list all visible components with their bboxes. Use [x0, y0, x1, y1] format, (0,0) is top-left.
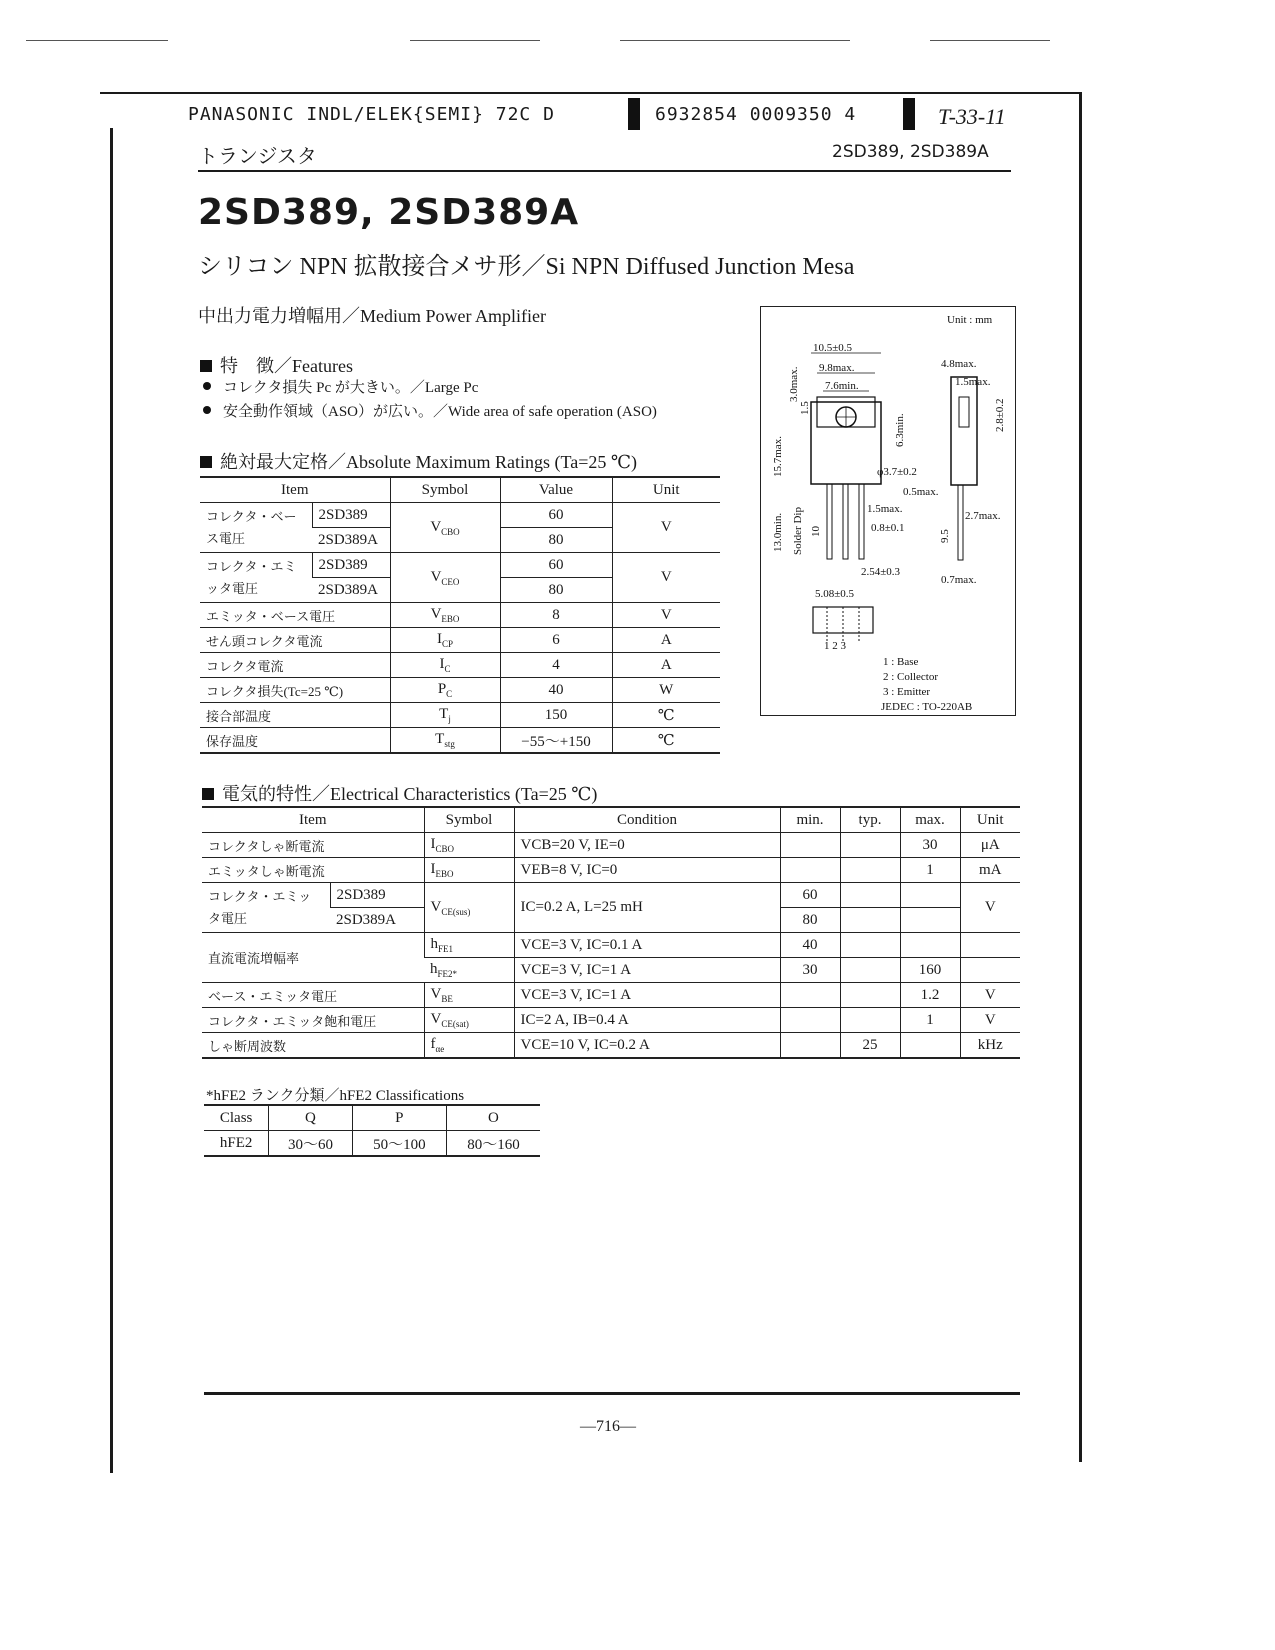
- col-symbol: Symbol: [424, 807, 514, 833]
- table-row: コレクタ電流 $I_C$ 4 A: [200, 653, 720, 678]
- svg-text:7.6min.: 7.6min.: [825, 380, 859, 392]
- col-value: Value: [500, 477, 612, 503]
- table-row: hFE2 30～60 50～100 80～160: [204, 1131, 540, 1157]
- package-outline-svg: [761, 307, 1015, 715]
- pin-numbers: 1 2 3: [824, 640, 846, 652]
- svg-text:2.7max.: 2.7max.: [965, 510, 1001, 522]
- col-symbol: Symbol: [390, 477, 500, 503]
- subtitle: [198, 246, 854, 281]
- subtitle-jp: シリコン NPN 拡散接合メサ形／: [198, 254, 546, 280]
- svg-text:1.5max.: 1.5max.: [867, 503, 903, 515]
- item-cell: コレクタ・ベース電圧: [200, 503, 312, 553]
- section-square-icon: [202, 788, 214, 800]
- feature-item: コレクタ損失 Pc が大きい。／Large Pc: [203, 376, 657, 400]
- scan-dash-top-4: [930, 40, 1050, 41]
- package-side-view: [951, 377, 977, 485]
- svg-text:5.08±0.5: 5.08±0.5: [815, 588, 855, 600]
- table-row: しゃ断周波数 $f_{\alpha e}$ VCE=10 V, IC=0.2 A 25 kHz: [202, 1033, 1020, 1059]
- section-square-icon: [200, 360, 212, 372]
- svg-text:10.5±0.5: 10.5±0.5: [813, 342, 853, 354]
- col-typ: typ.: [840, 807, 900, 833]
- symbol-cell: $V_{CBO}$: [390, 503, 500, 553]
- subtitle-en: Si NPN Diffused Junction Mesa: [545, 254, 855, 280]
- frame-top-line: [100, 92, 1080, 94]
- hfe-class-title: *hFE2 ランク分類／hFE2 Classifications: [206, 1088, 465, 1104]
- svg-text:4.8max.: 4.8max.: [941, 358, 977, 370]
- abs-max-title-en: Absolute Maximum Ratings (Ta=25 ℃): [346, 452, 637, 472]
- pin-label-base: 1 : Base: [883, 656, 919, 668]
- header-parts-label: 2SD389, 2SD389A: [832, 142, 989, 162]
- symbol-cell: $V_{CEO}$: [390, 553, 500, 603]
- section-square-icon: [200, 456, 212, 468]
- svg-text:10: 10: [810, 526, 822, 537]
- col-unit: Unit: [960, 807, 1020, 833]
- package-drawing: [760, 306, 1016, 716]
- bullet-icon: [203, 382, 211, 390]
- features-title-en: Features: [292, 356, 353, 376]
- svg-text:6.3min.: 6.3min.: [894, 413, 906, 447]
- item-cell: コレクタ・エミッタ電圧: [200, 553, 312, 603]
- svg-text:1.5: 1.5: [799, 401, 811, 415]
- col-condition: Condition: [514, 807, 780, 833]
- table-row: 2SD389A 80: [202, 908, 1020, 933]
- svg-text:0.5max.: 0.5max.: [903, 486, 939, 498]
- elec-title-jp: 電気的特性／: [222, 784, 330, 804]
- table-row: 2SD389A 80: [200, 528, 720, 553]
- svg-text:φ3.7±0.2: φ3.7±0.2: [877, 466, 917, 478]
- jedec-label: JEDEC : TO-220AB: [881, 701, 973, 713]
- table-row: 2SD389A 80: [200, 578, 720, 603]
- table-row: コレクタしゃ断電流 $I_{CBO}$ VCB=20 V, IE=0 30 μA: [202, 833, 1020, 858]
- table-row: エミッタしゃ断電流 $I_{EBO}$ VEB=8 V, IC=0 1 mA: [202, 858, 1020, 883]
- elec-table: [202, 806, 1020, 1059]
- table-row: コレクタ・エミッタ電圧 2SD389 $V_{CEO}$ 60 V: [200, 553, 720, 578]
- category-label: トランジスタ: [198, 144, 317, 168]
- table-row: エミッタ・ベース電圧 $V_{EBO}$ 8 V: [200, 603, 720, 628]
- svg-text:15.7max.: 15.7max.: [772, 436, 784, 477]
- header-black-mark-1: [628, 98, 640, 130]
- table-row: コレクタ損失(Tc=25 ℃) $P_C$ 40 W: [200, 678, 720, 703]
- svg-text:9.5: 9.5: [939, 529, 951, 543]
- elec-title: [202, 780, 597, 806]
- lead-2: [843, 484, 848, 559]
- page-number: —716—: [580, 1418, 636, 1435]
- table-header-row: Class Q P O: [204, 1105, 540, 1131]
- col-unit: Unit: [612, 477, 720, 503]
- svg-text:9.8max.: 9.8max.: [819, 362, 855, 374]
- table-header-row: [200, 477, 720, 503]
- table-row: 保存温度 $T_{stg}$ −55～+150 ℃: [200, 728, 720, 754]
- abs-max-table: [200, 476, 720, 754]
- pin-label-collector: 2 : Collector: [883, 671, 938, 683]
- svg-text:0.8±0.1: 0.8±0.1: [871, 522, 905, 534]
- table-row: 接合部温度 $T_j$ 150 ℃: [200, 703, 720, 728]
- svg-text:0.7max.: 0.7max.: [941, 574, 977, 586]
- table-row: $h_{FE2*}$ VCE=3 V, IC=1 A 30 160: [202, 958, 1020, 983]
- pin-label-emitter: 3 : Emitter: [883, 686, 931, 698]
- col-item: Item: [200, 477, 390, 503]
- svg-text:1.5max.: 1.5max.: [955, 376, 991, 388]
- application: [198, 302, 546, 328]
- frame-right-line: [1079, 92, 1082, 1462]
- header-code-numbers: 6932854 0009350 4: [655, 104, 857, 125]
- unit-label: Unit : mm: [947, 314, 993, 326]
- footer-divider: [204, 1392, 1020, 1395]
- hfe-class-table: [204, 1104, 540, 1157]
- svg-text:2.8±0.2: 2.8±0.2: [994, 398, 1006, 432]
- header-handwritten-code: T-33-11: [938, 104, 1006, 129]
- features-title: [200, 352, 353, 378]
- frame-left-line: [110, 128, 113, 1473]
- lead-1: [827, 484, 832, 559]
- feature-item: 安全動作領域（ASO）が広い。／Wide area of safe operation (ASO): [203, 400, 657, 424]
- scan-dash-top-2: [410, 40, 540, 41]
- application-jp: 中出力電力増幅用／: [198, 306, 360, 326]
- col-item: Item: [202, 807, 424, 833]
- header-code-line: PANASONIC INDL/ELEK{SEMI} 72C D: [188, 104, 555, 125]
- table-row: コレクタ・エミッタ飽和電圧 $V_{CE(sat)}$ IC=2 A, IB=0.4 A 1 V: [202, 1008, 1020, 1033]
- table-row: コレクタ・エミッタ電圧 2SD389 $V_{CE(sus)}$ IC=0.2 A, L=25 mH 60 V: [202, 883, 1020, 908]
- svg-text:2.54±0.3: 2.54±0.3: [861, 566, 901, 578]
- application-en: Medium Power Amplifier: [360, 306, 546, 326]
- scan-dash-top-1: [26, 40, 168, 41]
- page-title: 2SD389, 2SD389A: [198, 192, 580, 233]
- table-header-row: [202, 807, 1020, 833]
- svg-text:13.0min.: 13.0min.: [772, 512, 784, 552]
- table-row: ベース・エミッタ電圧 $V_{BE}$ VCE=3 V, IC=1 A 1.2 V: [202, 983, 1020, 1008]
- lead-3: [859, 484, 864, 559]
- svg-text:Solder Dip: Solder Dip: [792, 507, 804, 555]
- table-row: コレクタ・ベース電圧 2SD389 $V_{CBO}$ 60 V: [200, 503, 720, 528]
- scan-dash-top-3: [620, 40, 850, 41]
- features-list: [203, 376, 657, 424]
- svg-text:3.0max.: 3.0max.: [788, 366, 800, 402]
- abs-max-title: [200, 448, 637, 474]
- table-row: せん頭コレクタ電流 $I_{CP}$ 6 A: [200, 628, 720, 653]
- features-title-jp: 特 徴／: [220, 356, 292, 376]
- col-min: min.: [780, 807, 840, 833]
- header-black-mark-2: [903, 98, 915, 130]
- header-divider: [198, 170, 1011, 172]
- col-max: max.: [900, 807, 960, 833]
- table-row: 直流電流増幅率 $h_{FE1}$ VCE=3 V, IC=0.1 A 40: [202, 933, 1020, 958]
- elec-title-en: Electrical Characteristics (Ta=25 ℃): [330, 784, 598, 804]
- abs-max-title-jp: 絶対最大定格／: [220, 452, 346, 472]
- bullet-icon: [203, 406, 211, 414]
